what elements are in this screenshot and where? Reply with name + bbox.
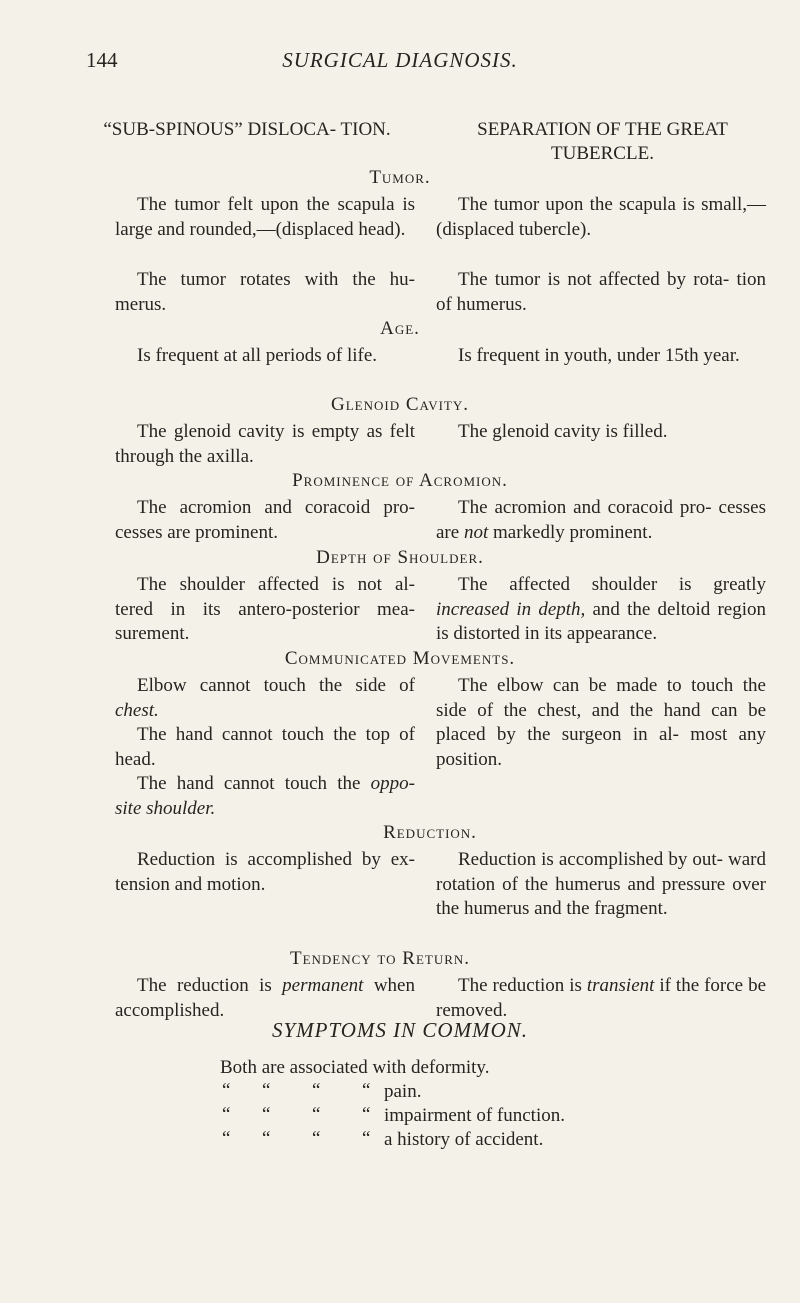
ditto-mark: “ bbox=[312, 1080, 321, 1101]
left-column-heading: “SUB-SPINOUS” DISLOCA- TION. bbox=[103, 119, 391, 140]
emphasis-chest: chest. bbox=[115, 699, 159, 721]
tumor-right-1: The tumor upon the scapula is small,—(displaced tubercle). bbox=[436, 194, 766, 240]
section-heading-depth: Depth of Shoulder. bbox=[316, 547, 484, 568]
glenoid-left: The glenoid cavity is empty as felt through the axilla. bbox=[115, 421, 415, 467]
movements-left-1: Elbow cannot touch the side of chest. bbox=[115, 675, 415, 721]
emphasis-increased-depth: increased in depth, bbox=[436, 598, 586, 620]
section-heading-glenoid: Glenoid Cavity. bbox=[330, 394, 470, 415]
movements-left-3: The hand cannot touch the oppo- site shoulder. bbox=[115, 773, 415, 819]
symptom-item: a history of accident. bbox=[384, 1129, 544, 1150]
symptoms-heading: SYMPTOMS IN COMMON. bbox=[271, 1018, 529, 1042]
running-head: SURGICAL DIAGNOSIS. bbox=[282, 48, 518, 72]
section-heading-tendency: Tendency to Return. bbox=[289, 948, 471, 969]
symptom-item: impairment of function. bbox=[384, 1105, 565, 1126]
glenoid-right: The glenoid cavity is filled. bbox=[458, 421, 668, 442]
tendency-left: The reduction is permanent when accomplished. bbox=[115, 975, 415, 1021]
ditto-mark: “ bbox=[222, 1080, 231, 1101]
tendency-right: The reduction is transient if the force be removed. bbox=[436, 975, 766, 1021]
tumor-right-2: The tumor is not affected by rota- tion of humerus. bbox=[436, 269, 766, 315]
ditto-mark: “ bbox=[222, 1104, 231, 1125]
tumor-left-1: The tumor felt upon the scapula is large and rounded,—(displaced head). bbox=[115, 194, 415, 240]
symptom-item: pain. bbox=[384, 1081, 422, 1102]
ditto-mark: “ bbox=[262, 1128, 271, 1149]
ditto-mark: “ bbox=[262, 1104, 271, 1125]
section-heading-movements: Communicated Movements. bbox=[284, 648, 516, 669]
movements-left-2: The hand cannot touch the top of head. bbox=[115, 724, 415, 770]
emphasis-not: not bbox=[463, 521, 489, 543]
age-right: Is frequent in youth, under 15th year. bbox=[458, 345, 740, 366]
emphasis-opposite-shoulder: oppo- site shoulder. bbox=[115, 773, 415, 819]
depth-right: The affected shoulder is greatly increased in depth, and the deltoid region is distorted in its appearance. bbox=[436, 574, 766, 644]
reduction-right: Reduction is accomplished by out- ward rotation of the humerus and pressure over the humerus and the fragment. bbox=[436, 849, 766, 919]
ditto-mark: “ bbox=[222, 1128, 231, 1149]
page-number: 144 bbox=[86, 48, 118, 72]
ditto-mark: “ bbox=[312, 1104, 321, 1125]
ditto-mark: “ bbox=[362, 1080, 371, 1101]
section-heading-reduction: Reduction. bbox=[383, 822, 477, 843]
ditto-mark: “ bbox=[362, 1104, 371, 1125]
ditto-mark: “ bbox=[362, 1128, 371, 1149]
emphasis-transient: transient bbox=[586, 975, 655, 996]
acromion-left: The acromion and coracoid pro- cesses are prominent. bbox=[115, 497, 415, 543]
emphasis-permanent: permanent bbox=[282, 975, 364, 996]
movements-right: The elbow can be made to touch the side of the chest, and the hand can be placed by the surgeon in al- most any position. bbox=[436, 675, 766, 770]
right-column-heading: SEPARATION OF THE GREAT TUBERCLE. bbox=[477, 119, 728, 164]
reduction-left: Reduction is accomplished by ex- tension and motion. bbox=[115, 849, 415, 895]
tumor-left-2: The tumor rotates with the hu- merus. bbox=[115, 269, 415, 315]
section-heading-tumor: Tumor. bbox=[369, 167, 431, 188]
section-heading-acromion: Prominence of Acromion. bbox=[292, 470, 508, 491]
symptoms-line-deformity: Both are associated with deformity. bbox=[220, 1057, 490, 1078]
ditto-mark: “ bbox=[312, 1128, 321, 1149]
ditto-mark: “ bbox=[262, 1080, 271, 1101]
acromion-right: The acromion and coracoid pro- cesses are not markedly prominent. bbox=[436, 497, 766, 543]
age-left: Is frequent at all periods of life. bbox=[137, 345, 378, 366]
section-heading-age: Age. bbox=[380, 318, 420, 339]
depth-left: The shoulder affected is not al- tered in its antero-posterior mea- surement. bbox=[115, 574, 415, 644]
